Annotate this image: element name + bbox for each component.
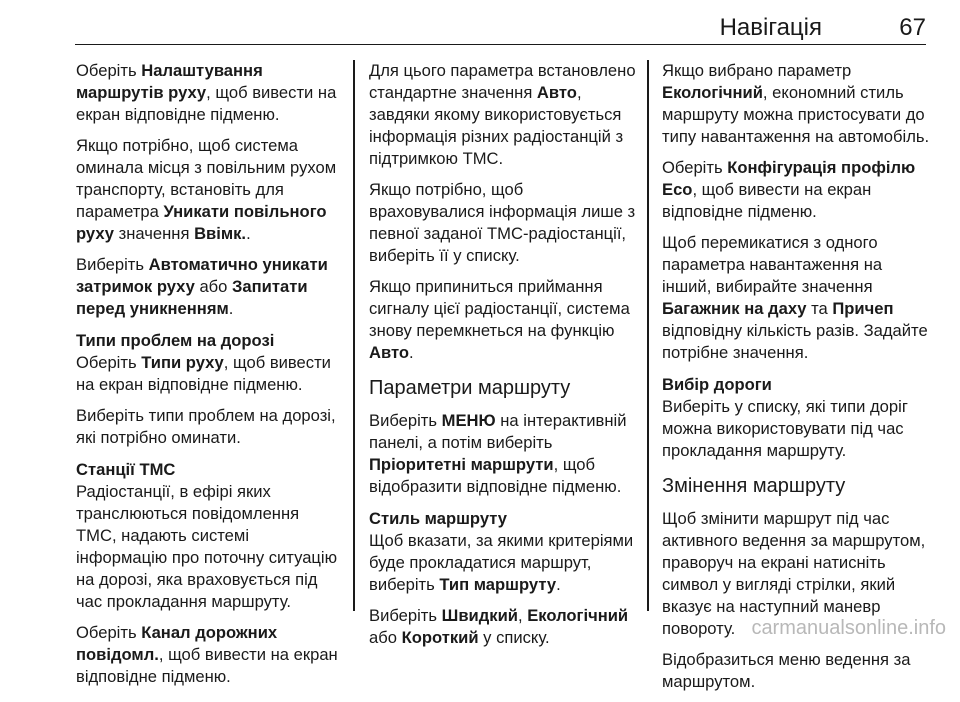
subheading: Стиль маршруту [369,509,508,528]
paragraph: Оберіть Канал дорожних повідомл., щоб вивести на екран відповідне підменю. [76,623,338,686]
paragraph: Якщо потрібно, щоб враховувалися інформація лише з певної заданої TMC-радіостанції, виберіть її у списку. [369,180,636,265]
paragraph: Оберіть Типи руху, щоб вивести на екран відповідне підменю. [76,353,331,394]
page-header [75,0,926,45]
paragraph: Виберіть типи проблем на дорозі, які потрібно оминати. [76,406,336,447]
column-1 [76,60,344,697]
subheading: Вибір дороги [662,375,772,394]
paragraph: Виберіть МЕНЮ на інтерактивній панелі, а потім виберіть Пріоритетні маршрути, щоб відобразити відповідне підменю. [369,411,627,496]
paragraph: Щоб змінити маршрут під час активного ведення за маршрутом, праворуч на екрані натисніть символ у вигляді стрілки, який вказує на наступний маневр повороту. [662,509,926,638]
column-divider [353,60,355,611]
paragraph: Радіостанції, в ефірі яких транслюються повідомлення TMC, надають системі інформацію про поточну ситуацію на дорозі, яка враховується під час прокладання маршруту. [76,482,338,611]
paragraph: Оберіть Конфігурація профілю Eco, щоб вивести на екран відповідне підменю. [662,158,916,221]
paragraph: Якщо потрібно, щоб система оминала місця з повільним рухом транспорту, встановіть для параметра Уникати повільного руху значення Ввімк.. [76,136,337,243]
paragraph: Якщо вибрано параметр Екологічний, економний стиль маршруту можна пристосувати до типу навантаження на автомобіль. [662,61,930,146]
section-title: Навігація [719,14,822,41]
paragraph: Оберіть Налаштування маршрутів руху, щоб вивести на екран відповідне підменю. [76,61,337,124]
paragraph: Виберіть у списку, які типи доріг можна використовувати під час прокладання маршруту. [662,397,908,460]
column-2 [369,60,637,658]
paragraph: Виберіть Швидкий, Екологічний або Короткий у списку. [369,606,629,647]
paragraph: Для цього параметра встановлено стандартне значення Авто, завдяки якому використовується інформація різних радіостанцій з підтримкою TMC. [369,61,636,168]
section-heading: Параметри маршруту [369,377,571,399]
paragraph: Якщо припиниться приймання сигналу цієї радіостанції, система знову перемкнеться на функцію Авто. [369,277,630,362]
section-heading: Змінення маршруту [662,475,846,497]
column-3 [662,60,932,702]
paragraph: Виберіть Автоматично уникати затримок руху або Запитати перед уникненням. [76,255,328,318]
page-number: 67 [899,14,926,41]
subheading: Типи проблем на дорозі [76,331,275,350]
column-divider [647,60,649,611]
paragraph: Щоб вказати, за якими критеріями буде прокладатися маршрут, виберіть Тип маршруту. [369,531,634,594]
subheading: Станції TMC [76,460,176,479]
paragraph: Щоб перемикатися з одного параметра навантаження на інший, вибирайте значення Багажник на даху та Причеп відповідну кількість разів. Задайте потрібне значення. [662,233,928,362]
paragraph: Відобразиться меню ведення за маршрутом. [662,650,911,691]
watermark: carmanualsonline.info [751,617,946,639]
